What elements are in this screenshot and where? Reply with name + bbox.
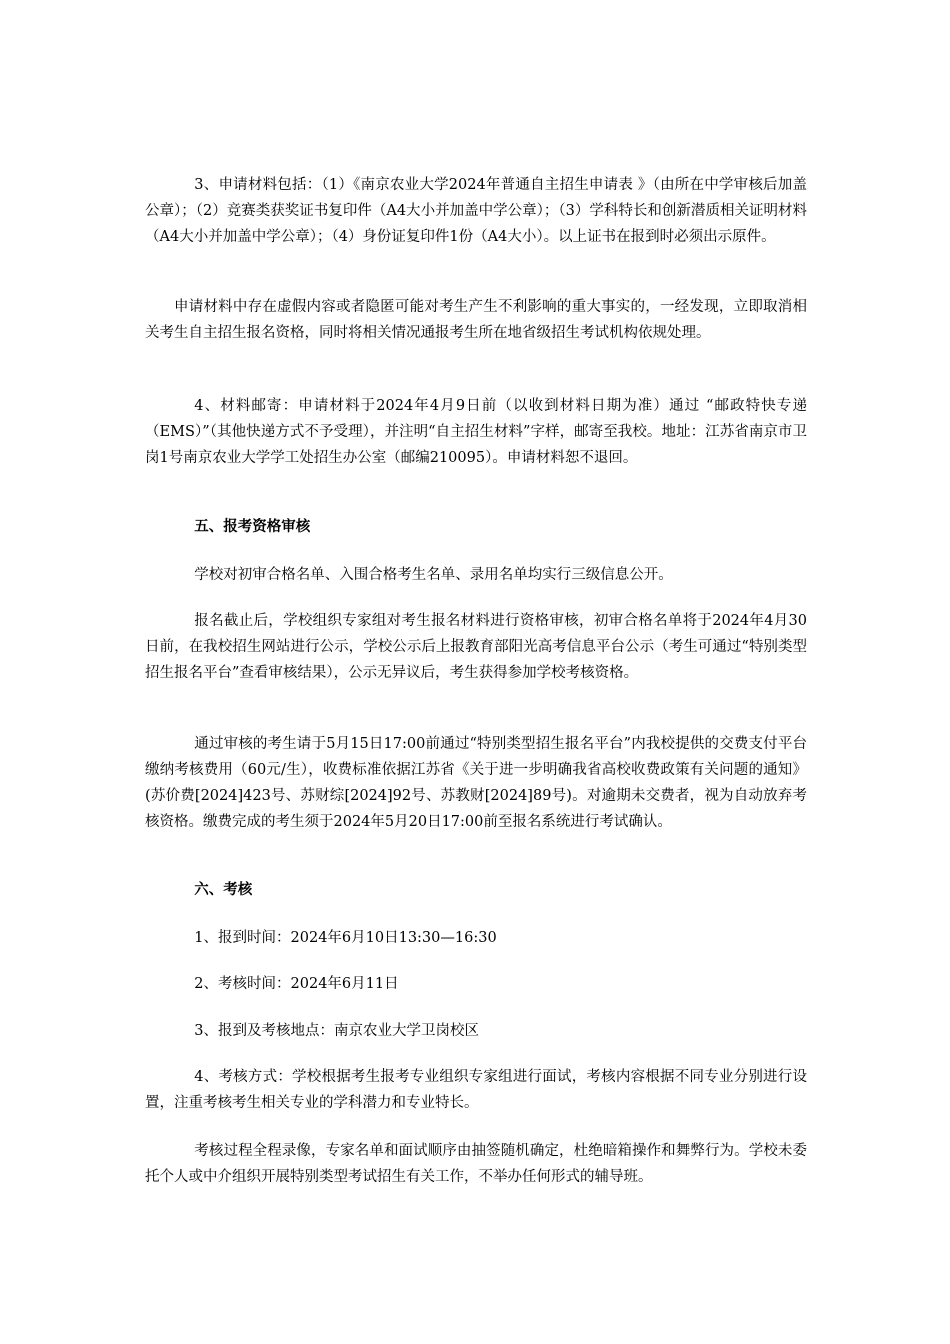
paragraph-review-process: 报名截止后，学校组织专家组对考生报名材料进行资格审核，初审合格名单将于2024年4月30日前，在我校招生网站进行公示，学校公示后上报教育部阳光高考信息平台公示（考生可通过“特别类型招生报名平台”查看审核结果），公示无异议后，考生获得参加学校考核资格。 (145, 613, 807, 681)
paragraph-materials-mailing: 4、材料邮寄：申请材料于2024年4月9日前（以收到材料日期为准）通过 “邮政特快专递（EMS）”（其他快递方式不予受理），并注明“自主招生材料”字样，邮寄至我校。地址：江苏省南京市卫岗1号南京农业大学学工处招生办公室（邮编210095）。申请材料恕不退回。 (145, 398, 807, 466)
paragraph-assessment-fairness: 考核过程全程录像，专家名单和面试顺序由抽签随机确定，杜绝暗箱操作和舞弊行为。学校未委托个人或中介组织开展特别类型考试招生有关工作，不举办任何形式的辅导班。 (145, 1143, 807, 1185)
section-heading-qualification-review: 五、报考资格审核 (194, 519, 311, 535)
paragraph-check-in-time: 1、报到时间：2024年6月10日13:30—16:30 (194, 930, 497, 946)
paragraph-false-content-warning: 申请材料中存在虚假内容或者隐匿可能对考生产生不利影响的重大事实的，一经发现，立即取消相关考生自主招生报名资格，同时将相关情况通报考生所在地省级招生考试机构依规处理。 (145, 299, 807, 341)
paragraph-assessment-method: 4、考核方式：学校根据考生报考专业组织专家组进行面试，考核内容根据不同专业分别进行设置，注重考核考生相关专业的学科潜力和专业特长。 (145, 1069, 807, 1111)
paragraph-application-materials: 3、申请材料包括：（1）《南京农业大学2024年普通自主招生申请表 》（由所在中学审核后加盖公章）；（2）竞赛类获奖证书复印件（A4大小并加盖中学公章）；（3）学科特长和创新潜质相关证明材料（A4大小并加盖中学公章）；（4）身份证复印件1份（A4大小）。以上证书在报到时必须出示原件。 (145, 177, 807, 245)
paragraph-assessment-time: 2、考核时间：2024年6月11日 (194, 976, 399, 992)
paragraph-info-disclosure: 学校对初审合格名单、入围合格考生名单、录用名单均实行三级信息公开。 (194, 567, 673, 583)
section-heading-assessment: 六、考核 (194, 882, 253, 898)
paragraph-assessment-location: 3、报到及考核地点：南京农业大学卫岗校区 (194, 1023, 480, 1039)
paragraph-fee-payment: 通过审核的考生请于5月15日17:00前通过“特别类型招生报名平台”内我校提供的交费支付平台缴纳考核费用（60元/生），收费标准依据江苏省《关于进一步明确我省高校收费政策有关问题的通知》(苏价费[2024]423号、苏财综[2024]92号、苏教财[2024]89号)。对逾期未交费者，视为自动放弃考核资格。缴费完成的考生须于2024年5月20日17:00前至报名系统进行考试确认。 (145, 736, 807, 830)
